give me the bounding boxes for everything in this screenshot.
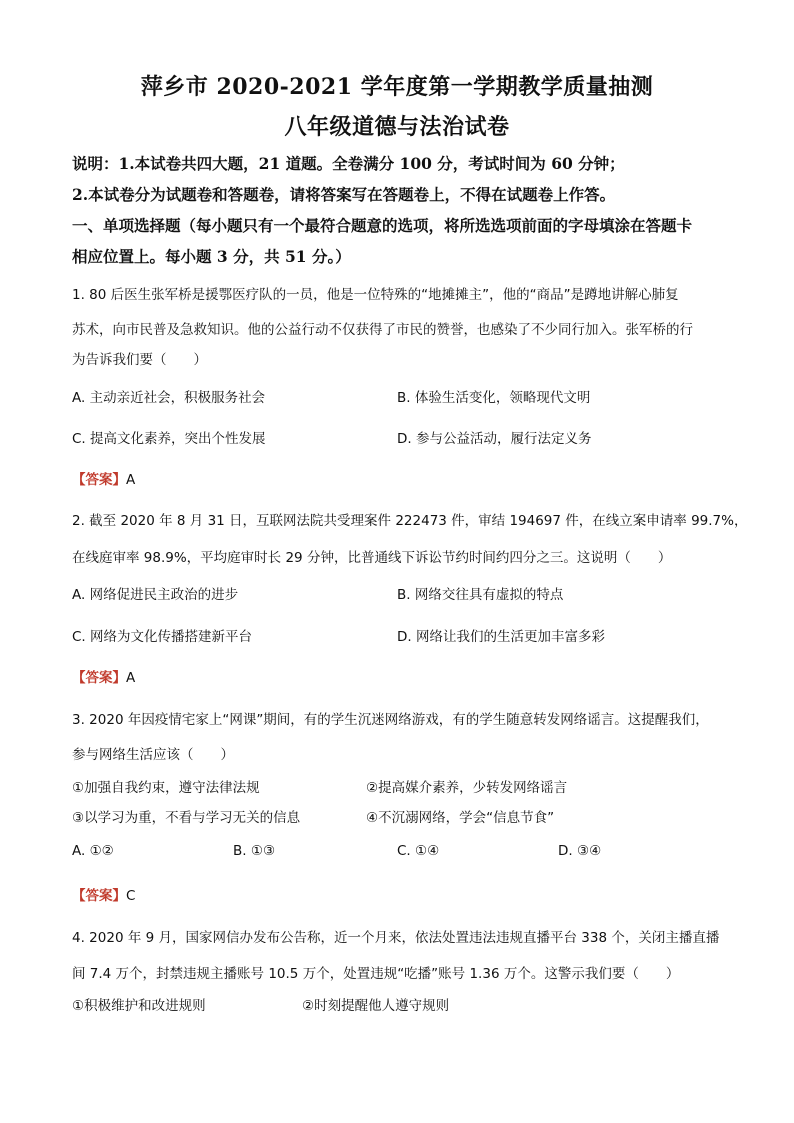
note-2: 2.本试卷分为试题卷和答题卷，请将答案写在答题卷上，不得在试题卷上作答。 [72, 185, 616, 204]
question-3-statement-3: ③以学习为重，不看与学习无关的信息 [72, 810, 301, 826]
exam-title: 萍乡市 2020-2021 学年度第一学期教学质量抽测 [140, 74, 654, 100]
question-1-option-c[interactable]: C. 提高文化素养，突出个性发展 [72, 431, 266, 447]
answer-tag: 【答案】 [72, 472, 126, 488]
question-4-line-1: 4. 2020 年 9 月，国家网信办发布公告称，近一个月来，依法处置违法违规直播平台 338 个，关闭主播直播 [72, 930, 720, 946]
question-3-statement-4: ④不沉溺网络，学会“信息节食” [366, 810, 555, 826]
question-3-statement-1: ①加强自我约束，遵守法律法规 [72, 780, 260, 796]
question-2-line-2: 在线庭审率 98.9%，平均庭审时长 29 分钟，比普通线下诉讼节约时间约四分之三。这说明（ ） [72, 550, 672, 566]
question-1-line-1: 1. 80 后医生张军桥是援鄂医疗队的一员，他是一位特殊的“地摊摊主”，他的“商品”是蹲地讲解心肺复 [72, 287, 679, 303]
question-3-option-a[interactable]: A. ①② [72, 843, 114, 859]
question-1-answer [72, 468, 135, 488]
question-2-option-c[interactable]: C. 网络为文化传播搭建新平台 [72, 629, 253, 645]
note-1: 说明：1.本试卷共四大题，21 道题。全卷满分 100 分，考试时间为 60 分钟； [72, 154, 625, 173]
question-3-statement-2: ②提高媒介素养，少转发网络谣言 [366, 780, 568, 796]
question-2-answer [72, 666, 135, 686]
question-1-line-2: 苏术，向市民普及急救知识。他的公益行动不仅获得了市民的赞誉，也感染了不少同行加入。张军桥的行 [72, 322, 693, 338]
question-3-line-1: 3. 2020 年因疫情宅家上“网课”期间，有的学生沉迷网络游戏，有的学生随意转发网络谣言。这提醒我们， [72, 712, 709, 728]
question-1-option-a[interactable]: A. 主动亲近社会，积极服务社会 [72, 390, 266, 406]
question-4-statement-1: ①积极维护和改进规则 [72, 998, 206, 1014]
section-heading-line-1: 一、单项选择题（每小题只有一个最符合题意的选项，将所选选项前面的字母填涂在答题卡 [72, 216, 693, 235]
question-1-line-3: 为告诉我们要（ ） [72, 352, 207, 368]
answer-value: C [126, 888, 136, 904]
question-3-option-c[interactable]: C. ①④ [397, 843, 440, 859]
question-2-option-b[interactable]: B. 网络交往具有虚拟的特点 [397, 587, 564, 603]
answer-value: A [126, 670, 136, 686]
question-1-option-d[interactable]: D. 参与公益活动，履行法定义务 [397, 431, 592, 447]
question-3-option-b[interactable]: B. ①③ [233, 843, 276, 859]
question-4-line-2: 间 7.4 万个，封禁违规主播账号 10.5 万个，处置违规“吃播”账号 1.36 万个。这警示我们要（ ） [72, 966, 680, 982]
question-3-answer [72, 884, 135, 904]
question-1-option-b[interactable]: B. 体验生活变化，领略现代文明 [397, 390, 591, 406]
question-2-option-a[interactable]: A. 网络促进民主政治的进步 [72, 587, 239, 603]
answer-value: A [126, 472, 136, 488]
question-2-option-d[interactable]: D. 网络让我们的生活更加丰富多彩 [397, 629, 605, 645]
question-3-option-d[interactable]: D. ③④ [558, 843, 602, 859]
question-2-line-1: 2. 截至 2020 年 8 月 31 日，互联网法院共受理案件 222473 件，审结 194697 件，在线立案申请率 99.7%， [72, 513, 748, 529]
question-3-line-2: 参与网络生活应该（ ） [72, 747, 234, 763]
section-heading-line-2: 相应位置上。每小题 3 分，共 51 分。） [72, 247, 351, 266]
exam-subtitle: 八年级道德与法治试卷 [284, 114, 510, 140]
question-4-statement-2: ②时刻提醒他人遵守规则 [302, 998, 450, 1014]
answer-tag: 【答案】 [72, 670, 126, 686]
answer-tag: 【答案】 [72, 888, 126, 904]
